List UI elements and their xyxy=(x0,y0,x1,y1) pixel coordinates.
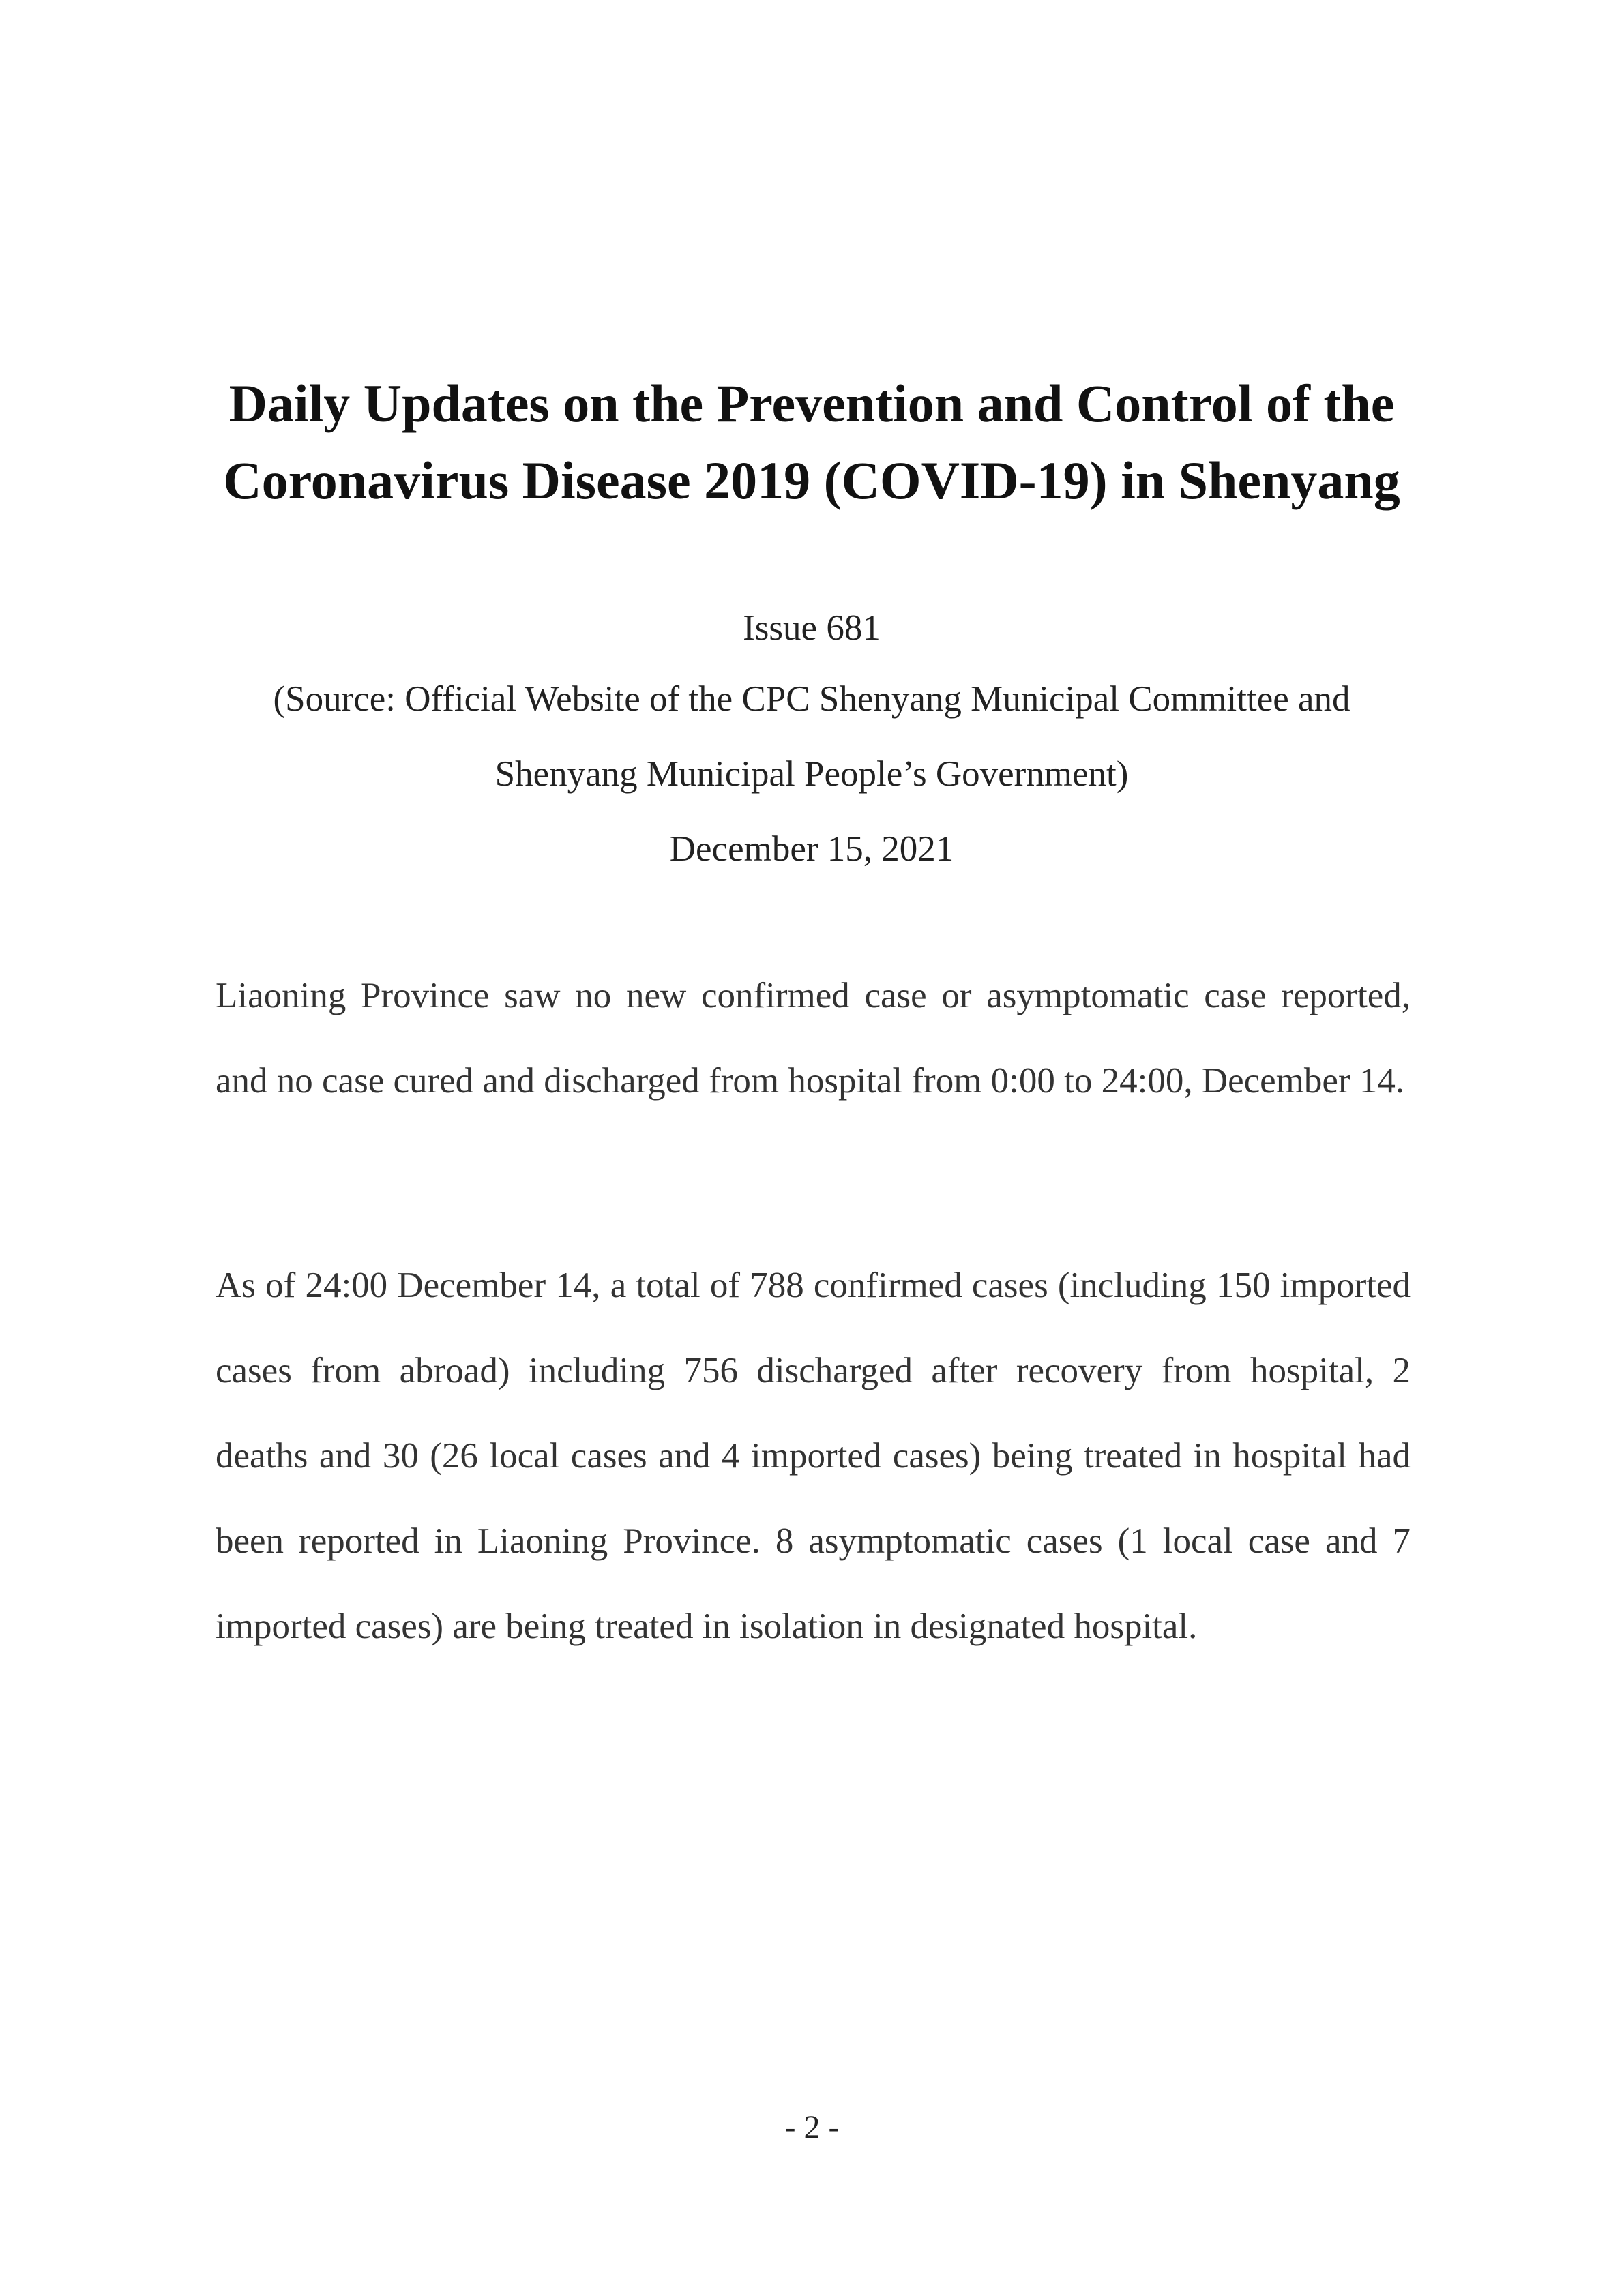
body-paragraph-1: Liaoning Province saw no new confirmed case or asymptomatic case reported, and no case cured and discharged from hospital from 0:00 to 24:00, December 14. xyxy=(216,976,1411,1101)
source-line-2: Shenyang Municipal People’s Government) xyxy=(494,754,1129,794)
issue-number: Issue 681 xyxy=(743,608,881,648)
body-paragraph-2: As of 24:00 December 14, a total of 788 confirmed cases (including 150 imported cases from abroad) including 756 discharged after recovery from hospital, 2 deaths and 30 (26 local cases and 4 imported cases) being treated in hospital had been reported in Liaoning Province. 8 asymptomatic cases (1 local case and 7 imported cases) are being treated in isolation in designated hospital. xyxy=(216,1266,1411,1646)
publication-date: December 15, 2021 xyxy=(669,829,954,869)
source-line-1: (Source: Official Website of the CPC Shenyang Municipal Committee and xyxy=(273,679,1350,719)
page-number: - 2 - xyxy=(784,2109,840,2145)
document-title: Daily Updates on the Prevention and Control of the Coronavirus Disease 2019 (COVID-19) in Shenyang xyxy=(223,374,1400,510)
